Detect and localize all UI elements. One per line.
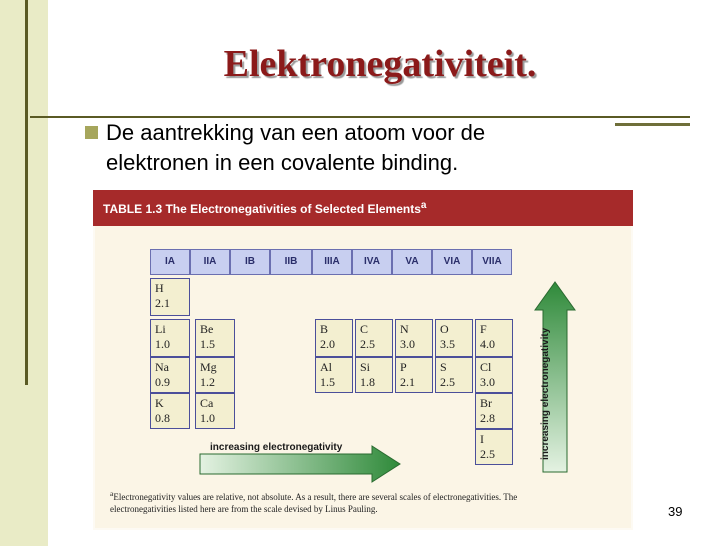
table-footnote — [110, 488, 620, 515]
slide-title: Elektronegativiteit. — [223, 43, 537, 85]
element-value: 4.0 — [480, 337, 495, 351]
element-value: 0.8 — [155, 411, 170, 425]
element-symbol: Al — [320, 360, 332, 374]
element-value: 1.5 — [200, 337, 215, 351]
slide-page-number: 39 — [668, 504, 683, 519]
group-header-IIB: IIB — [270, 249, 312, 275]
element-symbol: F — [480, 322, 487, 336]
element-symbol: I — [480, 432, 484, 446]
table-title: TABLE 1.3 The Electronegativities of Selected Elements$^a$ — [103, 200, 427, 216]
horizontal-arrow-label: increasing electronegativity — [210, 442, 343, 453]
element-symbol: Cl — [480, 360, 492, 374]
element-symbol: Be — [200, 322, 214, 336]
element-symbol: K — [155, 396, 164, 410]
element-value: 0.9 — [155, 375, 170, 389]
element-value: 1.0 — [200, 411, 215, 425]
group-header-IB: IB — [230, 249, 270, 275]
element-value: 3.0 — [400, 337, 415, 351]
element-symbol: Li — [155, 322, 166, 336]
element-value: 1.5 — [320, 375, 335, 389]
element-value: 1.8 — [360, 375, 375, 389]
element-value: 3.5 — [440, 337, 455, 351]
group-header-VA: VA — [392, 249, 432, 275]
element-symbol: O — [440, 322, 449, 336]
element-symbol: Ca — [200, 396, 214, 410]
bullet-text-line-2: elektronen in een covalente binding. — [106, 150, 459, 175]
element-symbol: B — [320, 322, 329, 336]
element-symbol: Na — [155, 360, 169, 374]
element-symbol: H — [155, 281, 164, 295]
bullet-text-line-1: De aantrekking van een atoom voor de — [106, 120, 486, 145]
element-value: 2.8 — [480, 411, 495, 425]
vertical-arrow-label: increasing electronegativity — [540, 327, 551, 460]
footnote-marker: a — [110, 489, 114, 498]
group-header-VIIA: VIIA — [472, 249, 512, 275]
element-value: 2.0 — [320, 337, 335, 351]
element-symbol: C — [360, 322, 369, 336]
element-value: 2.1 — [155, 296, 170, 310]
group-header-IA: IA — [150, 249, 190, 275]
element-symbol: Mg — [200, 360, 217, 374]
group-header-IVA: IVA — [352, 249, 392, 275]
element-value: 2.1 — [400, 375, 415, 389]
element-value: 2.5 — [440, 375, 455, 389]
element-symbol: N — [400, 322, 409, 336]
element-value: 2.5 — [360, 337, 375, 351]
footnote-line-2: electronegativities listed here are from the scale devised by Linus Pauling. — [110, 504, 378, 514]
group-header-VIA: VIA — [432, 249, 472, 275]
element-value: 1.2 — [200, 375, 215, 389]
table-title-footnote-marker: a — [420, 200, 427, 211]
element-symbol: Si — [360, 360, 371, 374]
group-header-IIIA: IIIA — [312, 249, 352, 275]
element-symbol: S — [440, 360, 447, 374]
element-value: 1.0 — [155, 337, 170, 351]
group-header-IIA: IIA — [190, 249, 230, 275]
element-value: 3.0 — [480, 375, 495, 389]
element-value: 2.5 — [480, 447, 495, 461]
footnote-line-1: $^a$Electronegativity values are relative, not absolute. As a result, there are several scales of electronegativities. The — [110, 489, 518, 502]
element-symbol: Br — [480, 396, 492, 410]
element-symbol: P — [400, 360, 407, 374]
